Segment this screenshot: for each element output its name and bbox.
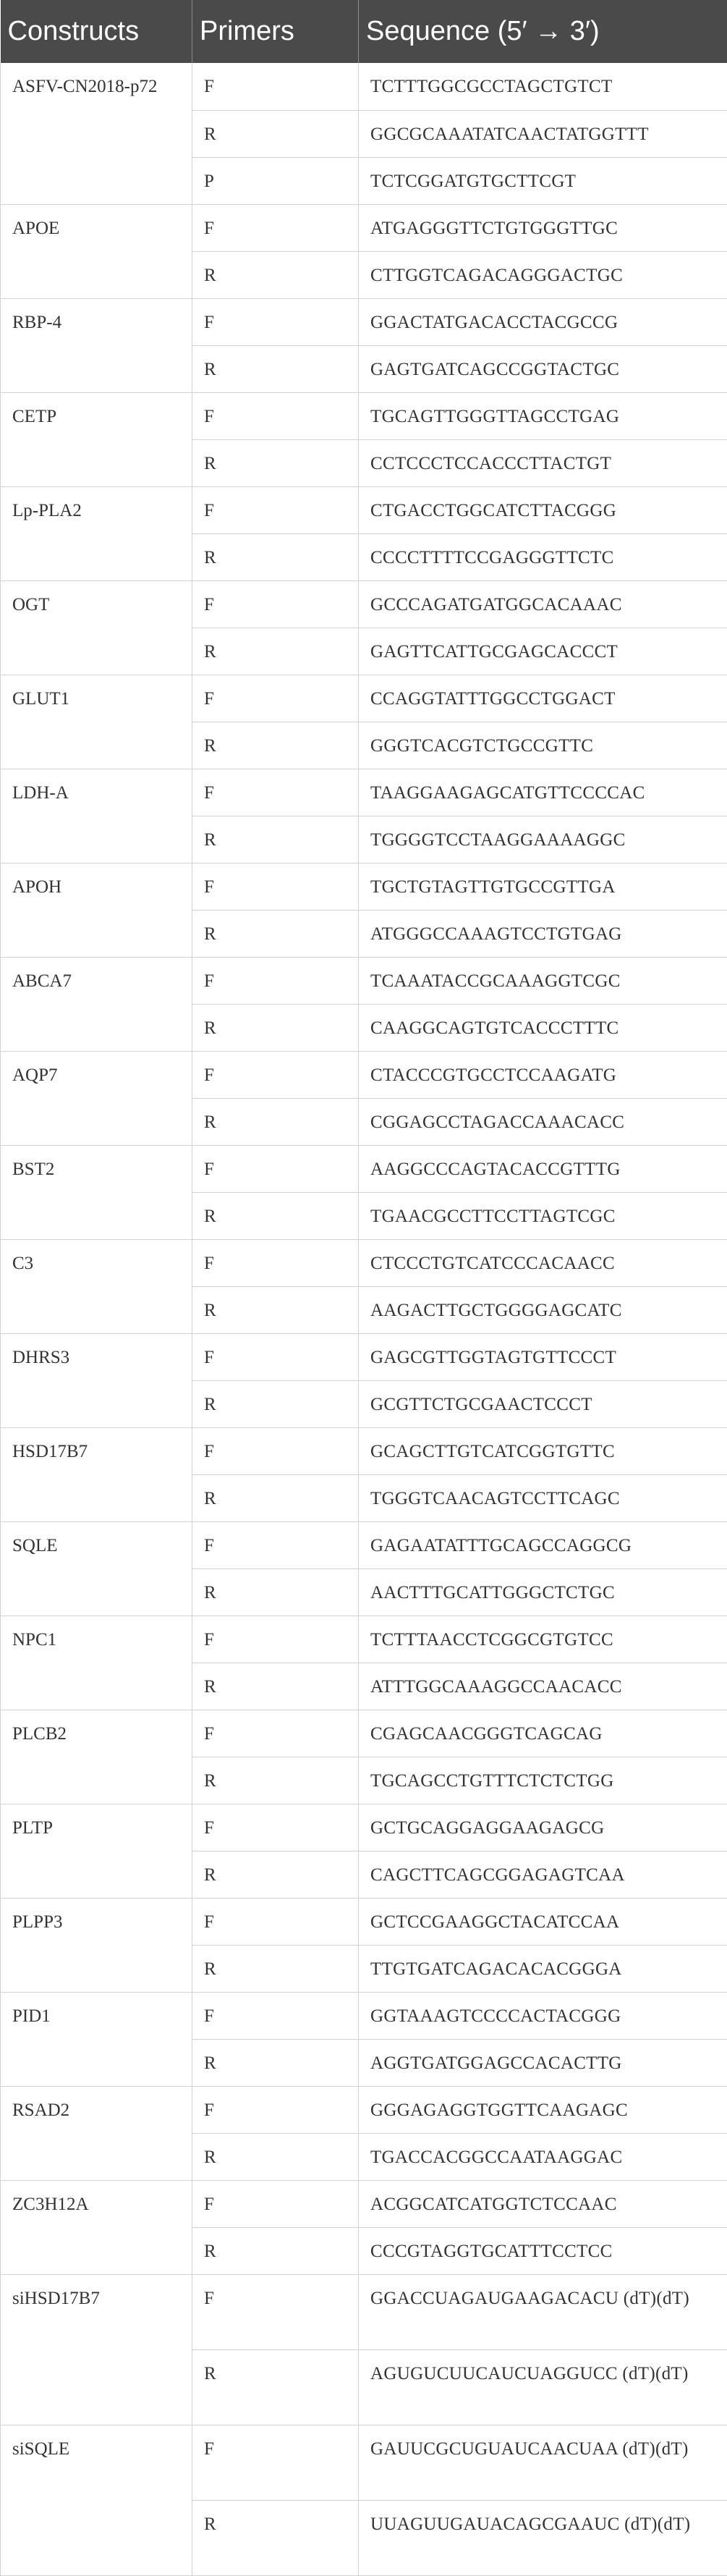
primer-cell: F xyxy=(192,580,359,628)
sequence-cell: GCCCAGATGATGGCACAAAC xyxy=(359,580,727,628)
primer-cell: F xyxy=(192,486,359,533)
header-constructs: Constructs xyxy=(1,0,192,63)
construct-cell: APOE xyxy=(1,204,192,298)
sequence-cell: GAGTTCATTGCGAGCACCCT xyxy=(359,628,727,675)
table-row xyxy=(1,1992,727,2039)
primer-cell: F xyxy=(192,1898,359,1945)
sequence-cell: GCGTTCTGCGAACTCCCT xyxy=(359,1380,727,1427)
primer-cell: R xyxy=(192,1380,359,1427)
construct-cell: BST2 xyxy=(1,1145,192,1239)
sequence-cell: GAGAATATTTGCAGCCAGGCG xyxy=(359,1521,727,1568)
sequence-cell: CTACCCGTGCCTCCAAGATG xyxy=(359,1051,727,1098)
primer-cell: F xyxy=(192,769,359,816)
sequence-cell: GAGCGTTGGTAGTGTTCCCT xyxy=(359,1333,727,1380)
table-row xyxy=(1,769,727,816)
construct-cell: PID1 xyxy=(1,1992,192,2086)
sequence-cell: CGAGCAACGGGTCAGCAG xyxy=(359,1710,727,1757)
sequence-cell: CTTGGTCAGACAGGGACTGC xyxy=(359,251,727,298)
primer-cell: F xyxy=(192,1145,359,1192)
primer-cell: R xyxy=(192,910,359,957)
primer-cell: R xyxy=(192,2039,359,2086)
sequence-cell: ATGAGGGTTCTGTGGGTTGC xyxy=(359,204,727,251)
table-row xyxy=(1,298,727,345)
sequence-cell: GGACCUAGAUGAAGACACU (dT)(dT) xyxy=(359,2274,727,2349)
sequence-cell: TGAACGCCTTCCTTAGTCGC xyxy=(359,1192,727,1239)
primer-cell: R xyxy=(192,439,359,486)
primer-cell: R xyxy=(192,110,359,157)
table-row xyxy=(1,1333,727,1380)
table-row xyxy=(1,1239,727,1286)
construct-cell: ABCA7 xyxy=(1,957,192,1051)
sequence-cell: TTGTGATCAGACACACGGGA xyxy=(359,1945,727,1992)
sequence-cell: TCTTTAACCTCGGCGTGTCC xyxy=(359,1616,727,1663)
header-row xyxy=(1,0,727,63)
primer-cell: F xyxy=(192,957,359,1004)
primer-cell: F xyxy=(192,63,359,110)
primer-cell: R xyxy=(192,1004,359,1051)
sequence-cell: TGGGGTCCTAAGGAAAAGGC xyxy=(359,816,727,863)
sequence-cell: CTCCCTGTCATCCCACAACC xyxy=(359,1239,727,1286)
construct-cell: NPC1 xyxy=(1,1616,192,1710)
primer-cell: F xyxy=(192,1427,359,1474)
construct-cell: HSD17B7 xyxy=(1,1427,192,1521)
table-row xyxy=(1,1710,727,1757)
construct-cell: DHRS3 xyxy=(1,1333,192,1427)
primer-cell: R xyxy=(192,816,359,863)
sequence-cell: CTGACCTGGCATCTTACGGG xyxy=(359,486,727,533)
construct-cell: C3 xyxy=(1,1239,192,1333)
table-row xyxy=(1,863,727,910)
construct-cell: OGT xyxy=(1,580,192,675)
table-row xyxy=(1,2425,727,2500)
construct-cell: RSAD2 xyxy=(1,2086,192,2180)
table-row xyxy=(1,1898,727,1945)
primer-cell: R xyxy=(192,1568,359,1616)
construct-cell: SQLE xyxy=(1,1521,192,1616)
sequence-cell: CCTCCCTCCACCCTTACTGT xyxy=(359,439,727,486)
table-header xyxy=(1,0,727,63)
sequence-cell: CAAGGCAGTGTCACCCTTTC xyxy=(359,1004,727,1051)
sequence-cell: TCTCGGATGTGCTTCGT xyxy=(359,157,727,204)
construct-cell: siSQLE xyxy=(1,2425,192,2575)
sequence-cell: TGACCACGGCCAATAAGGAC xyxy=(359,2133,727,2180)
table-row xyxy=(1,957,727,1004)
sequence-cell: AAGACTTGCTGGGGAGCATC xyxy=(359,1286,727,1333)
sequence-cell: CGGAGCCTAGACCAAACACC xyxy=(359,1098,727,1145)
primer-cell: F xyxy=(192,2180,359,2227)
sequence-cell: CAGCTTCAGCGGAGAGTCAA xyxy=(359,1851,727,1898)
construct-cell: PLCB2 xyxy=(1,1710,192,1804)
primer-cell: F xyxy=(192,1333,359,1380)
table-row xyxy=(1,486,727,533)
sequence-cell: GAUUCGCUGUAUCAACUAA (dT)(dT) xyxy=(359,2425,727,2500)
sequence-cell: ATTTGGCAAAGGCCAACACC xyxy=(359,1663,727,1710)
construct-cell: APOH xyxy=(1,863,192,957)
sequence-cell: UUAGUUGAUACAGCGAAUC (dT)(dT) xyxy=(359,2500,727,2575)
primer-cell: F xyxy=(192,1239,359,1286)
primer-cell: R xyxy=(192,1757,359,1804)
primer-cell: F xyxy=(192,863,359,910)
sequence-cell: AGUGUCUUCAUCUAGGUCC (dT)(dT) xyxy=(359,2349,727,2425)
sequence-cell: TGCTGTAGTTGTGCCGTTGA xyxy=(359,863,727,910)
sequence-cell: TAAGGAAGAGCATGTTCCCCAC xyxy=(359,769,727,816)
table-row xyxy=(1,675,727,722)
primer-cell: R xyxy=(192,1945,359,1992)
table-row xyxy=(1,1521,727,1568)
primer-cell: F xyxy=(192,2274,359,2349)
sequence-cell: TGCAGTTGGGTTAGCCTGAG xyxy=(359,392,727,439)
primer-cell: R xyxy=(192,2227,359,2274)
primer-cell: F xyxy=(192,1992,359,2039)
sequence-cell: GGACTATGACACCTACGCCG xyxy=(359,298,727,345)
construct-cell: Lp-PLA2 xyxy=(1,486,192,580)
primer-cell: F xyxy=(192,298,359,345)
sequence-cell: GCTGCAGGAGGAAGAGCG xyxy=(359,1804,727,1851)
primer-cell: R xyxy=(192,2349,359,2425)
table-row xyxy=(1,2180,727,2227)
primer-cell: P xyxy=(192,157,359,204)
construct-cell: ASFV-CN2018-p72 xyxy=(1,63,192,204)
primer-cell: R xyxy=(192,2500,359,2575)
table-row xyxy=(1,2086,727,2133)
primer-cell: R xyxy=(192,1663,359,1710)
sequence-cell: GGGAGAGGTGGTTCAAGAGC xyxy=(359,2086,727,2133)
primer-cell: R xyxy=(192,722,359,769)
table-row xyxy=(1,1616,727,1663)
primer-cell: R xyxy=(192,1098,359,1145)
primer-cell: R xyxy=(192,251,359,298)
sequence-cell: AAGGCCCAGTACACCGTTTG xyxy=(359,1145,727,1192)
primer-cell: R xyxy=(192,628,359,675)
sequence-cell: GGTAAAGTCCCCACTACGGG xyxy=(359,1992,727,2039)
primer-cell: F xyxy=(192,204,359,251)
table-row xyxy=(1,1051,727,1098)
table-row xyxy=(1,204,727,251)
construct-cell: PLTP xyxy=(1,1804,192,1898)
table-row xyxy=(1,392,727,439)
table-row xyxy=(1,1804,727,1851)
primer-cell: R xyxy=(192,2133,359,2180)
primer-cell: F xyxy=(192,1616,359,1663)
construct-cell: CETP xyxy=(1,392,192,486)
primer-cell: R xyxy=(192,1474,359,1521)
sequence-cell: GGGTCACGTCTGCCGTTC xyxy=(359,722,727,769)
construct-cell: AQP7 xyxy=(1,1051,192,1145)
construct-cell: PLPP3 xyxy=(1,1898,192,1992)
table-body xyxy=(1,63,727,2575)
sequence-cell: CCCGTAGGTGCATTTCCTCC xyxy=(359,2227,727,2274)
sequence-cell: CCCCTTTTCCGAGGGTTCTC xyxy=(359,533,727,580)
primer-cell: R xyxy=(192,1192,359,1239)
sequence-cell: ACGGCATCATGGTCTCCAAC xyxy=(359,2180,727,2227)
sequence-cell: ATGGGCCAAAGTCCTGTGAG xyxy=(359,910,727,957)
sequence-cell: GGCGCAAATATCAACTATGGTTT xyxy=(359,110,727,157)
primer-cell: F xyxy=(192,1804,359,1851)
sequence-cell: GCTCCGAAGGCTACATCCAA xyxy=(359,1898,727,1945)
sequence-cell: TGCAGCCTGTTTCTCTCTGG xyxy=(359,1757,727,1804)
construct-cell: siHSD17B7 xyxy=(1,2274,192,2425)
primer-cell: R xyxy=(192,533,359,580)
sequence-cell: AGGTGATGGAGCCACACTTG xyxy=(359,2039,727,2086)
sequence-cell: CCAGGTATTTGGCCTGGACT xyxy=(359,675,727,722)
construct-cell: LDH-A xyxy=(1,769,192,863)
primer-cell: F xyxy=(192,1521,359,1568)
sequence-cell: TCAAATACCGCAAAGGTCGC xyxy=(359,957,727,1004)
table-row xyxy=(1,63,727,110)
sequence-cell: TGGGTCAACAGTCCTTCAGC xyxy=(359,1474,727,1521)
primer-cell: F xyxy=(192,2425,359,2500)
table-row xyxy=(1,2274,727,2349)
sequence-cell: TCTTTGGCGCCTAGCTGTCT xyxy=(359,63,727,110)
table-row xyxy=(1,580,727,628)
table-row xyxy=(1,1427,727,1474)
primer-cell: F xyxy=(192,2086,359,2133)
sequence-cell: GAGTGATCAGCCGGTACTGC xyxy=(359,345,727,392)
construct-cell: GLUT1 xyxy=(1,675,192,769)
header-primers: Primers xyxy=(192,0,359,63)
primer-cell: F xyxy=(192,1710,359,1757)
sequence-cell: AACTTTGCATTGGGCTCTGC xyxy=(359,1568,727,1616)
primer-cell: R xyxy=(192,1851,359,1898)
table-row xyxy=(1,1145,727,1192)
construct-cell: RBP-4 xyxy=(1,298,192,392)
primer-cell: F xyxy=(192,1051,359,1098)
construct-cell: ZC3H12A xyxy=(1,2180,192,2274)
primer-cell: R xyxy=(192,1286,359,1333)
primer-cell: F xyxy=(192,392,359,439)
header-sequence: Sequence (5′ → 3′) xyxy=(359,0,727,63)
primer-cell: F xyxy=(192,675,359,722)
primer-cell: R xyxy=(192,345,359,392)
sequence-cell: GCAGCTTGTCATCGGTGTTC xyxy=(359,1427,727,1474)
